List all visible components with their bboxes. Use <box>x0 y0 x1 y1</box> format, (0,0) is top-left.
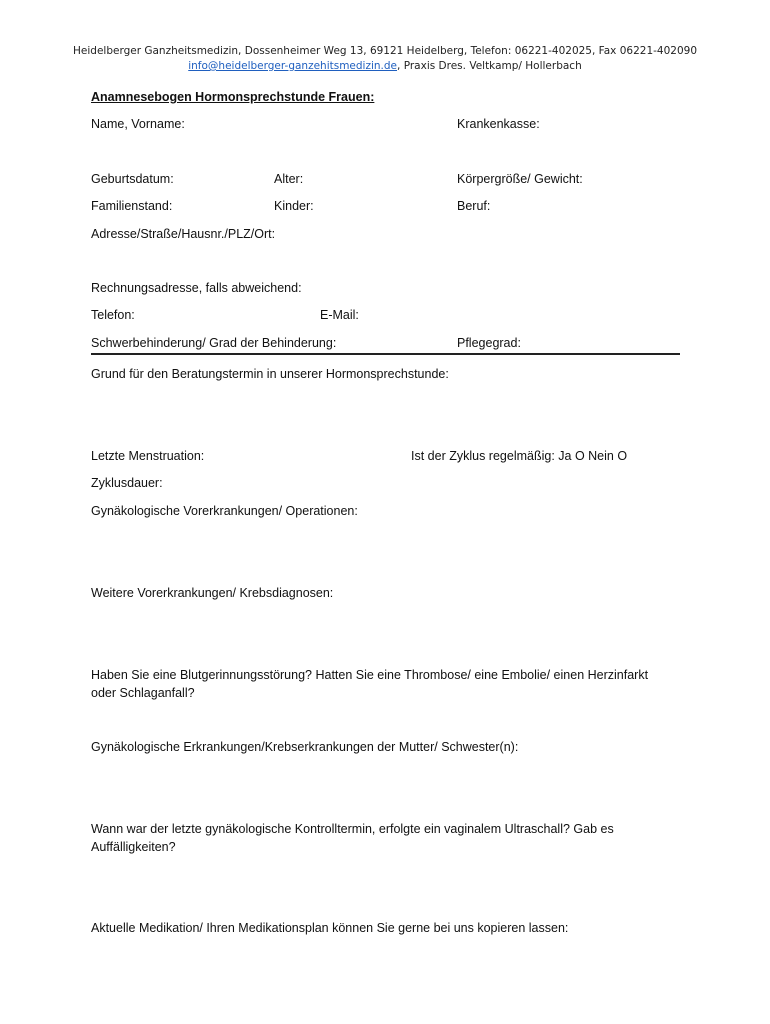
field-pflegegrad: Pflegegrad: <box>457 336 521 350</box>
field-weitere-vorerkrankungen: Weitere Vorerkrankungen/ Krebsdiagnosen: <box>91 586 334 600</box>
field-email: E-Mail: <box>320 308 359 322</box>
form-title: Anamnesebogen Hormonsprechstunde Frauen: <box>91 90 375 104</box>
field-kontrolltermin-line1: Wann war der letzte gynäkologische Kontrolltermin, erfolgte ein vaginalem Ultraschall? Gab es <box>91 822 614 836</box>
field-beruf: Beruf: <box>457 199 491 213</box>
field-zyklusdauer: Zyklusdauer: <box>91 476 163 490</box>
field-geburtsdatum: Geburtsdatum: <box>91 172 174 186</box>
field-alter: Alter: <box>274 172 304 186</box>
header-address: Heidelberger Ganzheitsmedizin, Dossenheimer Weg 13, 69121 Heidelberg, Telefon: 06221-402025, Fax 06221-402090 <box>73 45 697 57</box>
field-familienstand: Familienstand: <box>91 199 173 213</box>
header-contact <box>0 60 770 72</box>
field-adresse: Adresse/Straße/Hausnr./PLZ/Ort: <box>91 227 276 241</box>
field-familie-erkrankungen: Gynäkologische Erkrankungen/Krebserkrankungen der Mutter/ Schwester(n): <box>91 740 519 754</box>
section-divider <box>91 353 680 355</box>
field-rechnungsadresse: Rechnungsadresse, falls abweichend: <box>91 281 302 295</box>
field-kontrolltermin-line2: Auffälligkeiten? <box>91 840 176 854</box>
field-koerpergroesse: Körpergröße/ Gewicht: <box>457 172 583 186</box>
field-medikation: Aktuelle Medikation/ Ihren Medikationsplan können Sie gerne bei uns kopieren lassen: <box>91 921 569 935</box>
field-menstruation: Letzte Menstruation: <box>91 449 205 463</box>
field-krankenkasse: Krankenkasse: <box>457 117 540 131</box>
email-link[interactable]: info@heidelberger-ganzehitsmedizin.de <box>188 60 398 72</box>
field-kinder: Kinder: <box>274 199 314 213</box>
field-gyn-vorerkrankungen: Gynäkologische Vorerkrankungen/ Operationen: <box>91 504 358 518</box>
field-telefon: Telefon: <box>91 308 135 322</box>
field-name: Name, Vorname: <box>91 117 185 131</box>
field-schwerbehinderung: Schwerbehinderung/ Grad der Behinderung: <box>91 336 337 350</box>
field-grund: Grund für den Beratungstermin in unserer Hormonsprechstunde: <box>91 367 449 381</box>
header-practice: , Praxis Dres. Veltkamp/ Hollerbach <box>397 60 582 72</box>
field-blutgerinnung-line2: oder Schlaganfall? <box>91 686 195 700</box>
field-zyklus-regelmaessig: Ist der Zyklus regelmäßig: Ja O Nein O <box>411 449 628 463</box>
field-blutgerinnung-line1: Haben Sie eine Blutgerinnungsstörung? Hatten Sie eine Thrombose/ eine Embolie/ einen Herzinfarkt <box>91 668 649 682</box>
